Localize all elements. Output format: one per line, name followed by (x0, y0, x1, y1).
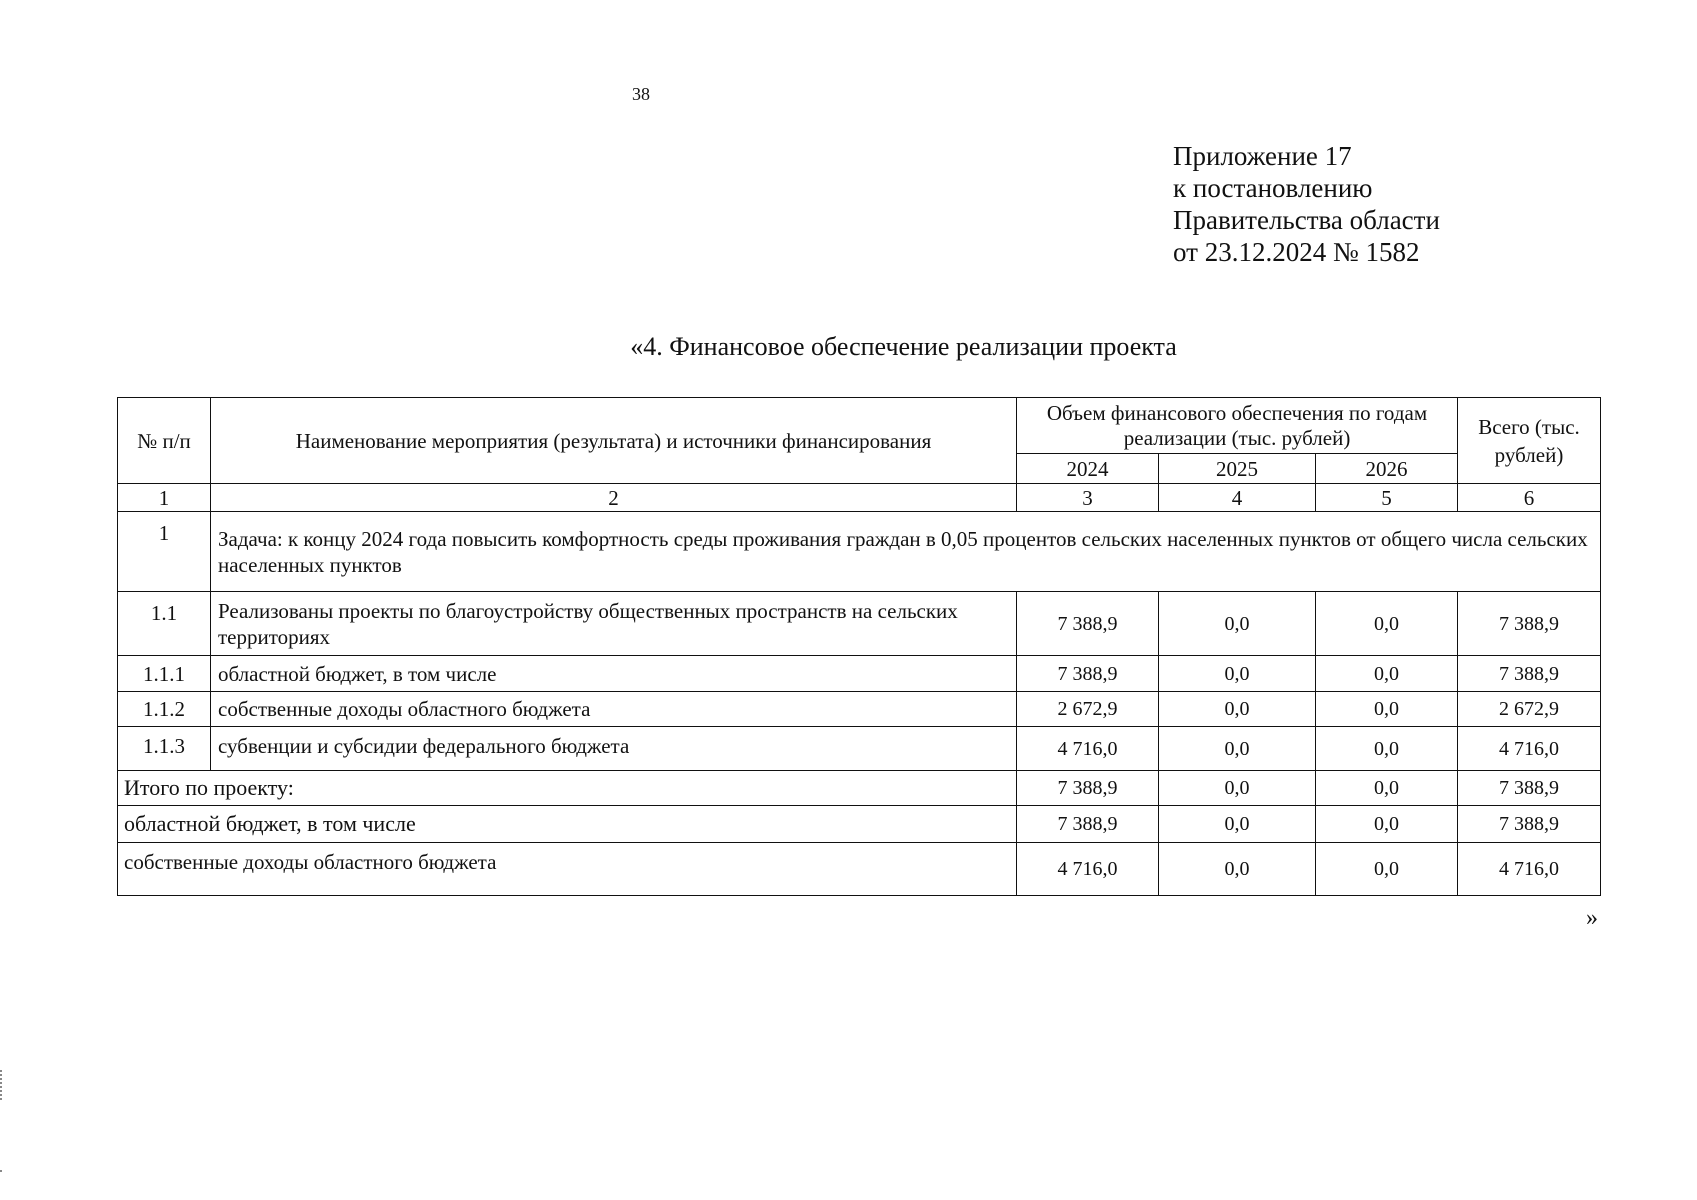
appendix-line: Приложение 17 (1173, 141, 1352, 171)
row-number: 1.1.1 (118, 656, 211, 692)
row-number: 1.1 (118, 592, 211, 656)
row-value-2026: 0,0 (1316, 727, 1458, 771)
column-number: 6 (1458, 484, 1601, 512)
row-value-2025: 0,0 (1159, 592, 1316, 656)
header-volume: Объем финансового обеспечения по годам реализации (тыс. рублей) (1017, 398, 1458, 454)
financing-table (117, 397, 1601, 896)
task-row (118, 512, 1601, 592)
table-row (118, 727, 1601, 771)
header-name: Наименование мероприятия (результата) и источники финансирования (211, 398, 1017, 484)
row-number: 1.1.3 (118, 727, 211, 771)
summary-value-2024: 4 716,0 (1017, 843, 1159, 896)
column-number: 1 (118, 484, 211, 512)
header-year-2024: 2024 (1017, 454, 1159, 484)
summary-row (118, 806, 1601, 843)
row-value-2025: 0,0 (1159, 656, 1316, 692)
appendix-block (1173, 140, 1440, 268)
summary-value-2026: 0,0 (1316, 806, 1458, 843)
row-value-total: 4 716,0 (1458, 727, 1601, 771)
row-value-2025: 0,0 (1159, 692, 1316, 727)
row-value-2026: 0,0 (1316, 656, 1458, 692)
column-number-row (118, 484, 1601, 512)
row-value-2024: 7 388,9 (1017, 656, 1159, 692)
row-value-2024: 7 388,9 (1017, 592, 1159, 656)
header-year-2026: 2026 (1316, 454, 1458, 484)
summary-value-2025: 0,0 (1159, 771, 1316, 806)
page-number: 38 (632, 84, 650, 104)
summary-value-total: 7 388,9 (1458, 771, 1601, 806)
row-value-2024: 2 672,9 (1017, 692, 1159, 727)
header-num: № п/п (118, 398, 211, 484)
row-number: 1.1.2 (118, 692, 211, 727)
column-number: 5 (1316, 484, 1458, 512)
summary-value-total: 7 388,9 (1458, 806, 1601, 843)
closing-quote: » (1586, 905, 1598, 931)
appendix-line: Правительства области (1173, 205, 1440, 235)
summary-value-2026: 0,0 (1316, 771, 1458, 806)
appendix-line: к постановлению (1173, 173, 1373, 203)
header-row (118, 398, 1601, 454)
row-value-2025: 0,0 (1159, 727, 1316, 771)
summary-name: собственные доходы областного бюджета (118, 843, 1017, 896)
row-value-total: 7 388,9 (1458, 656, 1601, 692)
section-title: «4. Финансовое обеспечение реализации проекта (630, 332, 1177, 361)
summary-name: областной бюджет, в том числе (118, 806, 1017, 843)
row-value-total: 2 672,9 (1458, 692, 1601, 727)
summary-row (118, 771, 1601, 806)
column-number: 3 (1017, 484, 1159, 512)
summary-value-2024: 7 388,9 (1017, 771, 1159, 806)
table-row (118, 692, 1601, 727)
summary-value-2024: 7 388,9 (1017, 806, 1159, 843)
row-value-2026: 0,0 (1316, 592, 1458, 656)
column-number: 2 (211, 484, 1017, 512)
summary-value-total: 4 716,0 (1458, 843, 1601, 896)
row-name: областной бюджет, в том числе (211, 656, 1017, 692)
row-value-2024: 4 716,0 (1017, 727, 1159, 771)
scan-edge-mark (0, 1070, 4, 1100)
row-name: Реализованы проекты по благоустройству общественных пространств на сельских территориях (211, 592, 1017, 656)
scan-edge-dot (0, 1170, 2, 1172)
header-total: Всего (тыс. рублей) (1458, 398, 1601, 484)
summary-name: Итого по проекту: (118, 771, 1017, 806)
task-number: 1 (118, 512, 211, 592)
header-year-2025: 2025 (1159, 454, 1316, 484)
row-value-total: 7 388,9 (1458, 592, 1601, 656)
appendix-line: от 23.12.2024 № 1582 (1173, 237, 1420, 267)
table-row (118, 592, 1601, 656)
summary-row (118, 843, 1601, 896)
summary-value-2025: 0,0 (1159, 806, 1316, 843)
row-name: собственные доходы областного бюджета (211, 692, 1017, 727)
table-row (118, 656, 1601, 692)
summary-value-2026: 0,0 (1316, 843, 1458, 896)
row-value-2026: 0,0 (1316, 692, 1458, 727)
column-number: 4 (1159, 484, 1316, 512)
row-name: субвенции и субсидии федерального бюджета (211, 727, 1017, 771)
summary-value-2025: 0,0 (1159, 843, 1316, 896)
task-text: Задача: к концу 2024 года повысить комфортность среды проживания граждан в 0,05 процентов сельских населенных пунктов от общего числа сельских населенных пунктов (211, 512, 1601, 592)
